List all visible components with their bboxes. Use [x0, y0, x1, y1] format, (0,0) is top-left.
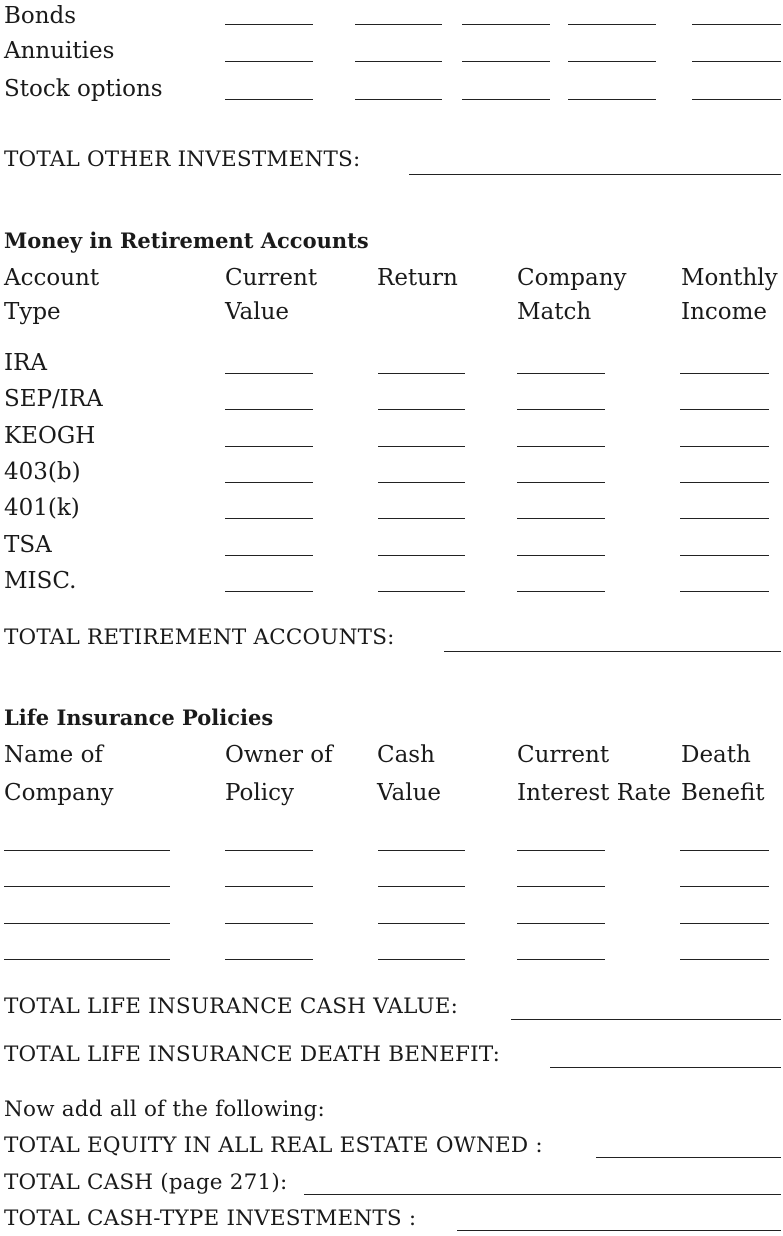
total-life-cash-label: TOTAL LIFE INSURANCE CASH VALUE:: [4, 994, 459, 1019]
blank-field[interactable]: [680, 850, 769, 851]
blank-field[interactable]: [680, 959, 769, 960]
blank-field[interactable]: [680, 409, 769, 410]
column-header: Policy: [225, 780, 294, 806]
blank-field[interactable]: [225, 446, 313, 447]
column-header: Income: [681, 299, 768, 325]
total-cash-field[interactable]: [304, 1194, 781, 1195]
blank-field[interactable]: [355, 99, 442, 100]
column-header: Type: [4, 299, 61, 325]
column-header: Cash: [377, 742, 435, 768]
row-label-annuities: Annuities: [4, 38, 115, 64]
blank-field[interactable]: [692, 61, 781, 62]
total-life-death-label: TOTAL LIFE INSURANCE DEATH BENEFIT:: [4, 1042, 501, 1067]
blank-field[interactable]: [692, 99, 781, 100]
blank-field[interactable]: [680, 446, 769, 447]
total-cash-label: TOTAL CASH (page 271):: [4, 1170, 288, 1195]
row-label-ira: IRA: [4, 350, 48, 376]
blank-field[interactable]: [378, 555, 465, 556]
column-header: Owner of: [225, 742, 333, 768]
column-header: Interest Rate: [517, 780, 672, 806]
total-real-estate-label: TOTAL EQUITY IN ALL REAL ESTATE OWNED :: [4, 1133, 543, 1158]
blank-field[interactable]: [378, 959, 465, 960]
blank-field[interactable]: [462, 24, 550, 25]
column-header: Current: [517, 742, 610, 768]
blank-field[interactable]: [378, 923, 465, 924]
row-label-misc: MISC.: [4, 568, 77, 594]
column-header: Death: [681, 742, 751, 768]
blank-field[interactable]: [225, 518, 313, 519]
life-insurance-heading: Life Insurance Policies: [4, 705, 274, 730]
row-label-stock-options: Stock options: [4, 76, 163, 102]
total-real-estate-field[interactable]: [596, 1157, 781, 1158]
blank-field[interactable]: [225, 409, 313, 410]
column-header: Company: [4, 780, 114, 806]
blank-field[interactable]: [378, 482, 465, 483]
blank-field[interactable]: [225, 482, 313, 483]
blank-field[interactable]: [692, 24, 781, 25]
blank-field[interactable]: [680, 555, 769, 556]
blank-field[interactable]: [517, 923, 605, 924]
blank-field[interactable]: [378, 373, 465, 374]
blank-field[interactable]: [378, 409, 465, 410]
blank-field[interactable]: [517, 850, 605, 851]
blank-field[interactable]: [517, 482, 605, 483]
column-header: Value: [377, 780, 441, 806]
row-label-403b: 403(b): [4, 459, 81, 485]
column-header: Company: [517, 265, 627, 291]
blank-field[interactable]: [225, 24, 313, 25]
blank-field[interactable]: [378, 446, 465, 447]
blank-field[interactable]: [680, 923, 769, 924]
blank-field[interactable]: [517, 373, 605, 374]
blank-field[interactable]: [517, 886, 605, 887]
total-life-cash-field[interactable]: [511, 1019, 781, 1020]
blank-field[interactable]: [517, 959, 605, 960]
column-header: Name of: [4, 742, 103, 768]
blank-field[interactable]: [680, 482, 769, 483]
blank-field[interactable]: [225, 373, 313, 374]
row-label-401k: 401(k): [4, 495, 80, 521]
blank-field[interactable]: [378, 591, 465, 592]
blank-field[interactable]: [4, 959, 170, 960]
blank-field[interactable]: [517, 555, 605, 556]
blank-field[interactable]: [517, 446, 605, 447]
blank-field[interactable]: [680, 591, 769, 592]
blank-field[interactable]: [378, 850, 465, 851]
total-other-investments-label: TOTAL OTHER INVESTMENTS:: [4, 147, 361, 172]
blank-field[interactable]: [225, 850, 313, 851]
blank-field[interactable]: [4, 850, 170, 851]
total-cash-type-label: TOTAL CASH-TYPE INVESTMENTS :: [4, 1206, 417, 1231]
blank-field[interactable]: [4, 923, 170, 924]
row-label-bonds: Bonds: [4, 3, 77, 29]
column-header: Current: [225, 265, 318, 291]
column-header: Return: [377, 265, 458, 291]
blank-field[interactable]: [462, 99, 550, 100]
row-label-tsa: TSA: [4, 532, 52, 558]
blank-field[interactable]: [517, 518, 605, 519]
blank-field[interactable]: [225, 591, 313, 592]
total-other-investments-field[interactable]: [409, 174, 781, 175]
blank-field[interactable]: [355, 61, 442, 62]
blank-field[interactable]: [4, 886, 170, 887]
blank-field[interactable]: [355, 24, 442, 25]
blank-field[interactable]: [517, 409, 605, 410]
column-header: Monthly: [681, 265, 778, 291]
total-life-death-field[interactable]: [550, 1067, 781, 1068]
blank-field[interactable]: [378, 886, 465, 887]
column-header: Match: [517, 299, 592, 325]
blank-field[interactable]: [462, 61, 550, 62]
blank-field[interactable]: [225, 959, 313, 960]
blank-field[interactable]: [680, 886, 769, 887]
blank-field[interactable]: [568, 61, 656, 62]
blank-field[interactable]: [225, 61, 313, 62]
blank-field[interactable]: [225, 99, 313, 100]
blank-field[interactable]: [225, 886, 313, 887]
summary-intro: Now add all of the following:: [4, 1097, 325, 1122]
row-label-keogh: KEOGH: [4, 423, 96, 449]
total-retirement-field[interactable]: [444, 651, 781, 652]
column-header: Value: [225, 299, 289, 325]
blank-field[interactable]: [680, 518, 769, 519]
blank-field[interactable]: [225, 555, 313, 556]
blank-field[interactable]: [517, 591, 605, 592]
retirement-heading: Money in Retirement Accounts: [4, 228, 369, 253]
blank-field[interactable]: [680, 373, 769, 374]
column-header: Benefit: [681, 780, 765, 806]
blank-field[interactable]: [568, 24, 656, 25]
column-header: Account: [4, 265, 100, 291]
row-label-sep-ira: SEP/IRA: [4, 386, 103, 412]
blank-field[interactable]: [378, 518, 465, 519]
blank-field[interactable]: [568, 99, 656, 100]
total-retirement-label: TOTAL RETIREMENT ACCOUNTS:: [4, 625, 395, 650]
blank-field[interactable]: [225, 923, 313, 924]
total-cash-type-field[interactable]: [457, 1230, 781, 1231]
